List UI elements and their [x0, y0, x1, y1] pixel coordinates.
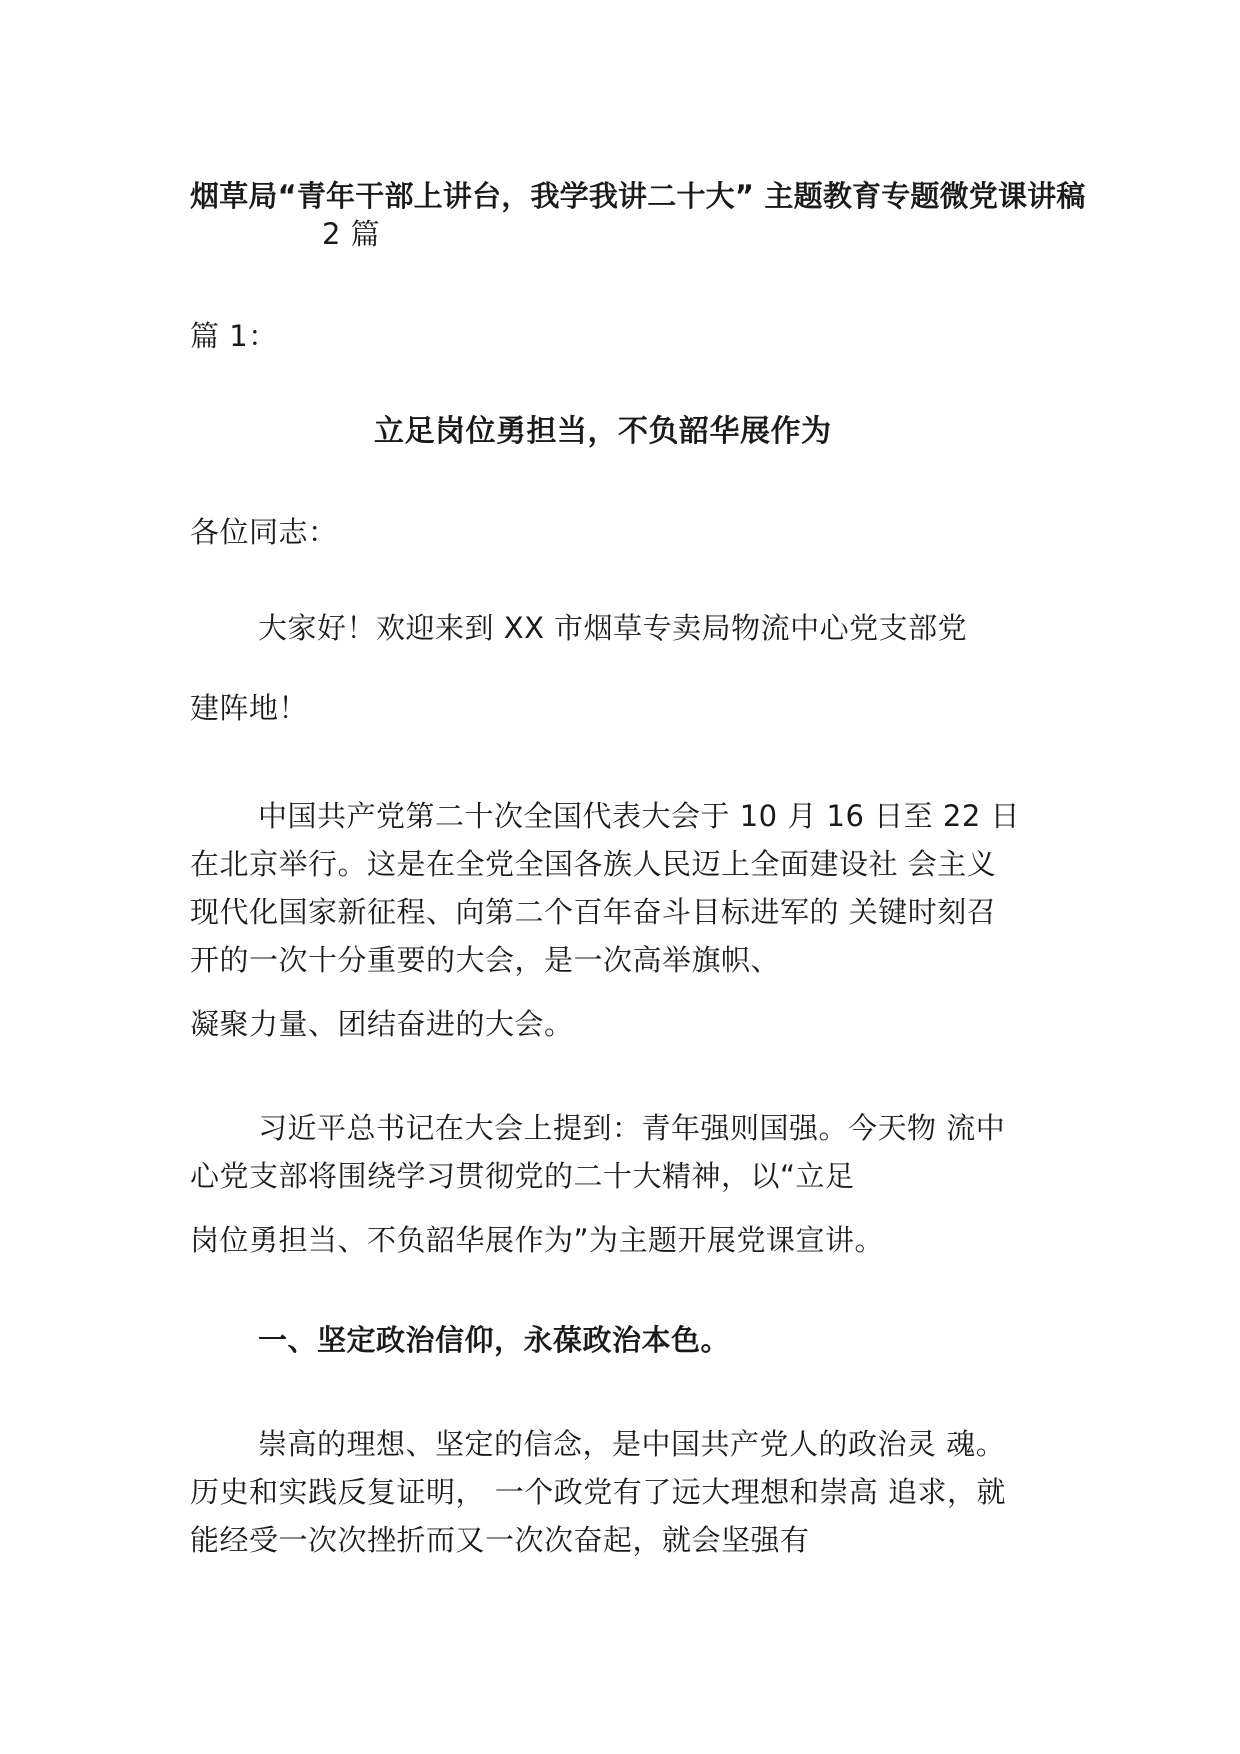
section-heading: 一、坚定政治信仰，永葆政治本色。 — [258, 1323, 731, 1357]
paragraph-line: 心党支部将围绕学习贯彻党的二十大精神，以“立足 — [190, 1159, 855, 1193]
salutation: 各位同志： — [190, 515, 338, 549]
paragraph-line: 现代化国家新征程、向第二个百年奋斗目标进军的 关键时刻召 — [190, 895, 997, 929]
paragraph-line: 岗位勇担当、不负韶华展作为”为主题开展党课宣讲。 — [190, 1223, 885, 1257]
document-title-line-2: 2 篇 — [322, 217, 381, 251]
paragraph-line: 历史和实践反复证明， 一个政党有了远大理想和崇高 追求，就 — [190, 1475, 1006, 1509]
document-title-line-1: 烟草局“青年干部上讲台，我学我讲二十大” 主题教育专题微党课讲稿 — [190, 179, 1086, 213]
speech-title: 立足岗位勇担当，不负韶华展作为 — [374, 414, 832, 449]
paragraph-line: 习近平总书记在大会上提到：青年强则国强。今天物 流中 — [258, 1111, 1006, 1145]
paragraph-line: 能经受一次次挫折而又一次次奋起，就会坚强有 — [190, 1523, 810, 1557]
paragraph-line: 凝聚力量、团结奋进的大会。 — [190, 1007, 574, 1041]
paragraph-line: 大家好！欢迎来到 XX 市烟草专卖局物流中心党支部党 — [258, 611, 968, 645]
paragraph-line: 在北京举行。这是在全党全国各族人民迈上全面建设社 会主义 — [190, 847, 997, 881]
paragraph-line: 建阵地！ — [190, 691, 309, 725]
paragraph-line: 开的一次十分重要的大会，是一次高举旗帜、 — [190, 943, 781, 977]
paragraph-line: 中国共产党第二十次全国代表大会于 10 月 16 日至 22 日 — [258, 799, 1021, 833]
paragraph-line: 崇高的理想、坚定的信念，是中国共产党人的政治灵 魂。 — [258, 1427, 1006, 1461]
section-label: 篇 1： — [190, 319, 278, 353]
